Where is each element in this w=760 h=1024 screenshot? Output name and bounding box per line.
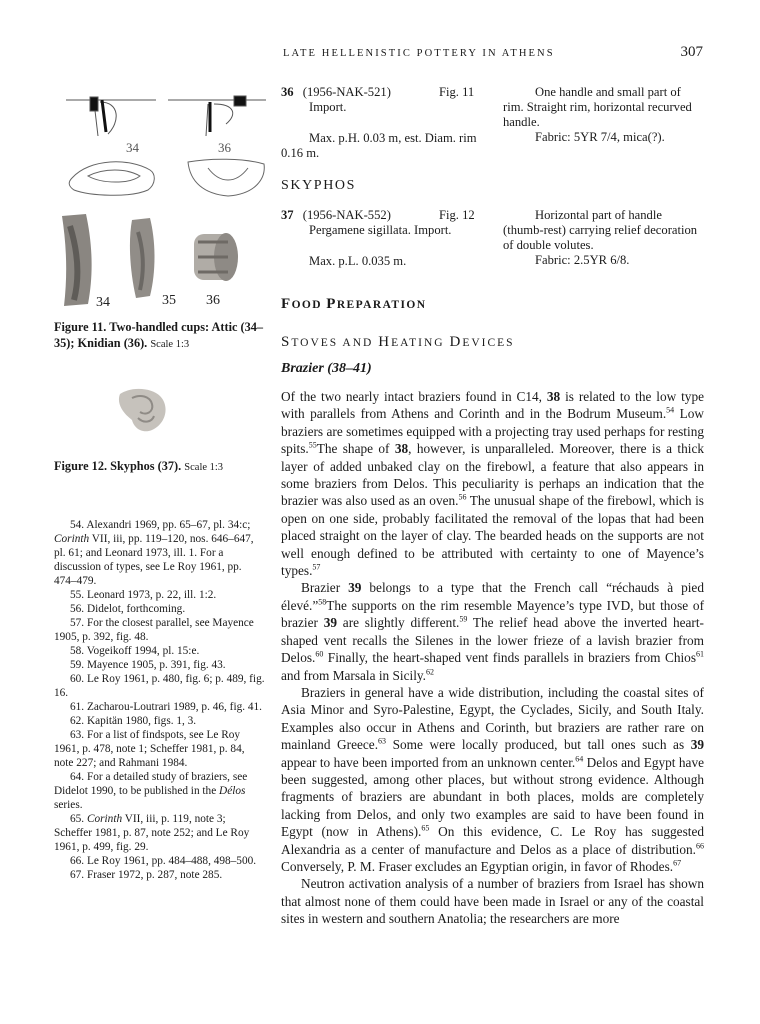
- skyphos-heading: SKYPHOS: [281, 178, 356, 193]
- running-head-title: LATE HELLENISTIC POTTERY IN ATHENS: [283, 48, 555, 59]
- figure-11-photos: [58, 212, 248, 312]
- entry-37-inventory: (1956-NAK-552): [302, 208, 391, 222]
- figure-11-drawings: [60, 92, 270, 202]
- page-number: 307: [680, 44, 703, 60]
- footnotes: [54, 518, 266, 882]
- entry-36-inventory: (1956-NAK-521): [302, 85, 391, 99]
- paragraph-3: Braziers in general have a wide distribution, including the coastal sites of Asia Minor and Syro-Palestine, Egypt, the Cyclades, Sicily, and South Italy. Examples also occur in Athens and Corinth, but braziers are rather rare on mainland Greece.$^{63}$ Some were locally produced, but tall ones such as 39 appear to have been imported from an unknown center.$^{64}$ Delos and Egypt have been suggested, among other places, but without strong evidence. Although fragments of braziers are abundant in both places, molds are completely lacking from Delos, and only two examples are said to have been found in Egypt (now in Athens).$^{65}$ On this evidence, C. Le Roy has suggested Alexandria as a center of manufacture and Delos as a place of distribution.$^{66}$ Conversely, P. M. Fraser excludes an Egyptian origin, in favor of Rhodes.$^{67}$: [281, 684, 704, 874]
- entry-36-fabric: Fabric: 5YR 7/4, mica(?).: [535, 130, 665, 144]
- stoves-heading: STOVES AND HEATING DEVICES: [281, 334, 515, 350]
- photo-label-34: 34: [96, 295, 110, 310]
- catalog-entry-37: [281, 208, 704, 272]
- footnote-67: 67. Fraser 1972, p. 287, note 285.: [70, 869, 223, 881]
- footnote-66: 66. Le Roy 1961, pp. 484–488, 498–500.: [70, 855, 257, 867]
- figure-11-caption: [54, 319, 264, 353]
- profile-drawing-34: [66, 97, 156, 136]
- entry-36-fig: Fig. 11: [439, 85, 475, 99]
- entry-37-fabric: Fabric: 2.5YR 6/8.: [535, 253, 630, 267]
- entry-37-number: 37: [281, 208, 294, 222]
- figure-12-photo: [112, 384, 176, 440]
- entry-36-type: Import.: [309, 100, 347, 114]
- photo-label-36: 36: [206, 293, 220, 308]
- footnote-62: 62. Kapitän 1980, figs. 1, 3.: [70, 715, 197, 727]
- food-preparation-heading: FOOD PREPARATION: [281, 296, 427, 312]
- entry-37-type: Pergamene sigillata. Import.: [309, 223, 452, 237]
- entry-36-dims: Max. p.H. 0.03 m, est. Diam. rim 0.16 m.: [281, 131, 477, 160]
- photo-fragment-34: [62, 214, 92, 306]
- paragraph-1: Of the two nearly intact braziers found in C14, 38 is related to the low type with parallels from Athens and Corinth and in the Bodrum Museum.$^{54}$ Low braziers are sometimes equipped with a projecting tray used perhaps for resting spits.$^{55}$The shape of 38, however, is unparalleled. Moreover, there is a thick layer of added unbaked clay on the firebowl, a feature that also appears in some braziers from Delos. This peculiarity is perhaps an indication that the brazier was also used as an oven.$^{56}$ The unusual shape of the firebowl, which is open on one side, probably facilitated the removal of the lopas that had been placed straight on the layer of clay. The bearded heads on the supports are not well enough defined to be attributed with certainty to one of Mayence’s types.$^{57}$: [281, 389, 705, 579]
- entry-36-description: One handle and small part of rim. Straight rim, horizontal recurved handle.: [503, 85, 692, 129]
- entry-37-description: Horizontal part of handle (thumb-rest) carrying relief decoration of double volutes.: [503, 208, 698, 252]
- figure-11-caption-text: Figure 11. Two-handled cups: Attic (34–35); Knidian (36).: [54, 320, 264, 350]
- paragraph-2: Brazier 39 belongs to a type that the French call “réchauds à pied élevé.”$^{58}$The supports on the rim resemble Mayence’s type IVD, but those of brazier 39 are slightly different.$^{59}$ The relief head above the inverted heart-shaped vent recalls the Silenes in the lower frieze of a lavish brazier from Delos.$^{60}$ Finally, the heart-shaped vent finds parallels in braziers from Chios$^{61}$ and from Marsala in Sicily.$^{62}$: [281, 580, 704, 683]
- footnote-59: 59. Mayence 1905, p. 391, fig. 43.: [70, 659, 226, 671]
- photo-fragment-36: [194, 233, 238, 281]
- footnote-58: 58. Vogeikoff 1994, pl. 15:e.: [70, 645, 200, 657]
- footnote-64: 64. For a detailed study of braziers, see Didelot 1990, to be published in the Délos series.: [54, 771, 248, 811]
- drawing-label-36: 36: [218, 140, 231, 155]
- entry-36-number: 36: [281, 85, 294, 99]
- figure-12-caption-text: Figure 12. Skyphos (37).: [54, 459, 182, 473]
- running-head: [283, 44, 703, 60]
- photo-label-35: 35: [162, 293, 176, 308]
- paragraph-4: Neutron activation analysis of a number of braziers from Israel has shown that almost none of them could have been made in Israel or any of the coastal sites in western and southern Anatolia; the researchers are more: [281, 876, 704, 927]
- footnote-56: 56. Didelot, forthcoming.: [70, 603, 186, 615]
- footnote-61: 61. Zacharou-Loutrari 1989, p. 46, fig. 41.: [70, 701, 262, 713]
- photo-fragment-35: [130, 218, 155, 298]
- footnote-65: 65. Corinth VII, iii, p. 119, note 3; Scheffer 1981, p. 87, note 252; and Le Roy 1961, p. 499, fig. 29.: [54, 813, 250, 853]
- footnote-60: 60. Le Roy 1961, p. 480, fig. 6; p. 489, fig. 16.: [54, 673, 265, 699]
- catalog-entry-36: [281, 85, 704, 165]
- entry-36-description-block: [503, 85, 703, 145]
- body-text: [281, 388, 704, 928]
- plan-drawing-34: [69, 162, 154, 195]
- entry-37-fig: Fig. 12: [439, 208, 475, 222]
- footnote-54: 54. Alexandri 1969, pp. 65–67, pl. 34:c; Corinth VII, iii, pp. 119–120, nos. 646–647, pl. 61; and Leonard 1973, ill. 1. For a discussion of types, see Le Roy 1961, pp. 474–479.: [54, 519, 254, 587]
- footnote-55: 55. Leonard 1973, p. 22, ill. 1:2.: [70, 589, 217, 601]
- plan-drawing-36: [188, 159, 264, 196]
- profile-drawing-36: [168, 96, 266, 136]
- entry-37-description-block: [503, 208, 703, 268]
- drawing-label-34: 34: [126, 140, 139, 155]
- figure-11-scale: Scale 1:3: [150, 339, 190, 350]
- footnote-57: 57. For the closest parallel, see Mayence 1905, p. 392, fig. 48.: [54, 617, 254, 643]
- entry-37-dims: Max. p.L. 0.035 m.: [309, 254, 407, 268]
- brazier-heading: Brazier (38–41): [281, 361, 372, 376]
- footnote-63: 63. For a list of findspots, see Le Roy 1961, p. 478, note 1; Scheffer 1981, p. 84, note 227; and Rahmani 1984.: [54, 729, 245, 769]
- figure-12-caption: [54, 458, 266, 476]
- figure-12-scale: Scale 1:3: [184, 462, 224, 473]
